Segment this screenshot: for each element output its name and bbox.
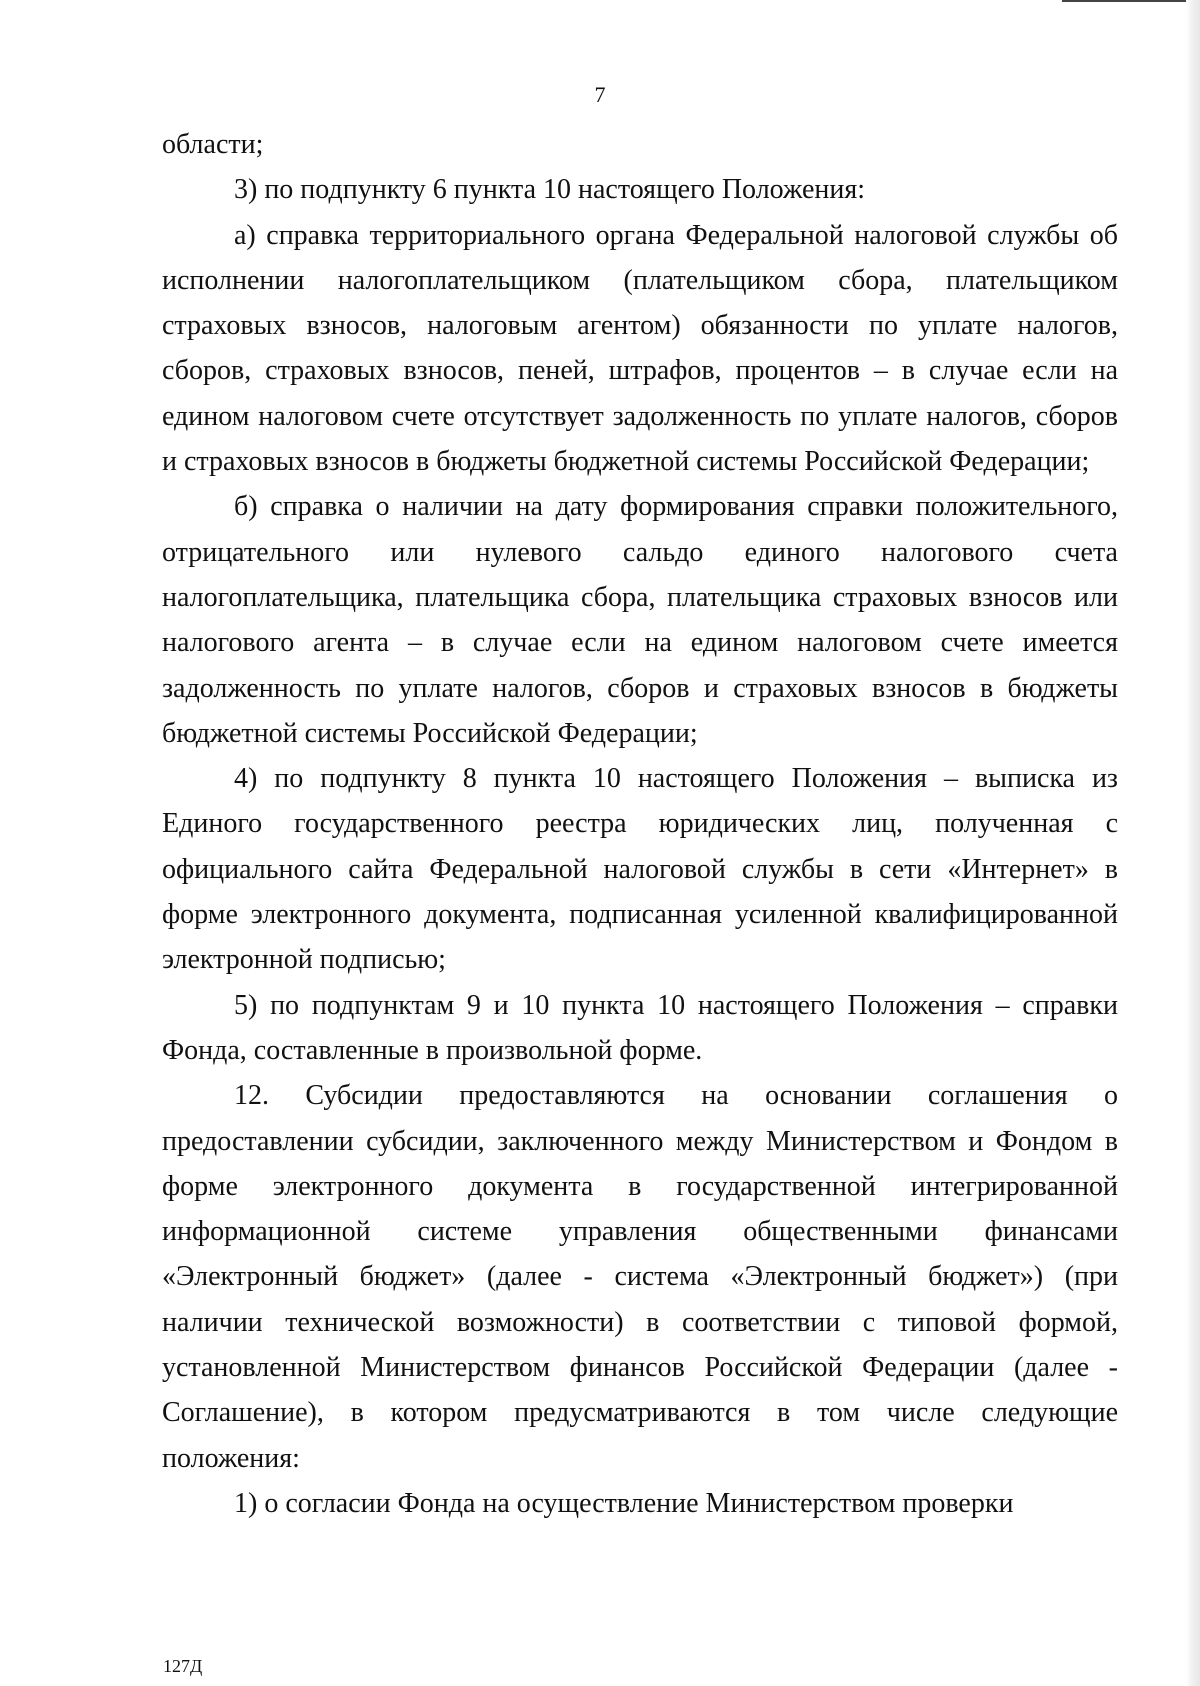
paragraph-item-3b: б) справка о наличии на дату формирования справки положительного, отрицательного или нулевого сальдо единого налогового счета налогоплательщика, плательщика сбора, плательщика страховых взносов или налогового агента – в случае если на едином налоговом счете имеется задолженность по уплате налогов, сборов и страховых взносов в бюджеты бюджетной системы Российской Федерации; bbox=[162, 491, 1118, 749]
paragraph-item-4: 4) по подпункту 8 пункта 10 настоящего Положения – выписка из Единого государственного реестра юридических лиц, полученная с официального сайта Федеральной налоговой службы в сети «Интернет» в форме электронного документа, подписанная усиленной квалифицированной электронной подписью; bbox=[162, 763, 1118, 976]
footer-document-code: 127Д bbox=[163, 1656, 203, 1676]
paragraph-section-12-item-1: 1) о согласии Фонда на осуществление Министерством проверки bbox=[234, 1487, 1014, 1519]
scan-top-line bbox=[1062, 0, 1200, 2]
paragraph-item-3: 3) по подпункту 6 пункта 10 настоящего Положения: bbox=[234, 174, 865, 206]
paragraph-continuation: области; bbox=[162, 129, 264, 160]
paragraph-item-3a: а) справка территориального органа Федеральной налоговой службы об исполнении налогоплательщиком (плательщиком сбора, плательщиком страховых взносов, налоговым агентом) обязанности по уплате налогов, сборов, страховых взносов, пеней, штрафов, процентов – в случае если на едином налоговом счете отсутствует задолженность по уплате налогов, сборов и страховых взносов в бюджеты бюджетной системы Российской Федерации; bbox=[162, 219, 1118, 478]
document-body bbox=[162, 122, 1118, 1526]
page-number: 7 bbox=[594, 82, 606, 107]
paragraph-item-5: 5) по подпунктам 9 и 10 пункта 10 настоящего Положения – справки Фонда, составленные в произвольной форме. bbox=[162, 989, 1118, 1066]
scan-right-edge bbox=[1186, 0, 1200, 1686]
paragraph-section-12: 12. Субсидии предоставляются на основании соглашения о предоставлении субсидии, заключенного между Министерством и Фондом в форме электронного документа в государственной интегрированной информационной системе управления общественными финансами «Электронный бюджет» (далее - система «Электронный бюджет») (при наличии технической возможности) в соответствии с типовой формой, установленной Министерством финансов Российской Федерации (далее - Соглашение), в котором предусматриваются в том числе следующие положения: bbox=[162, 1080, 1118, 1474]
